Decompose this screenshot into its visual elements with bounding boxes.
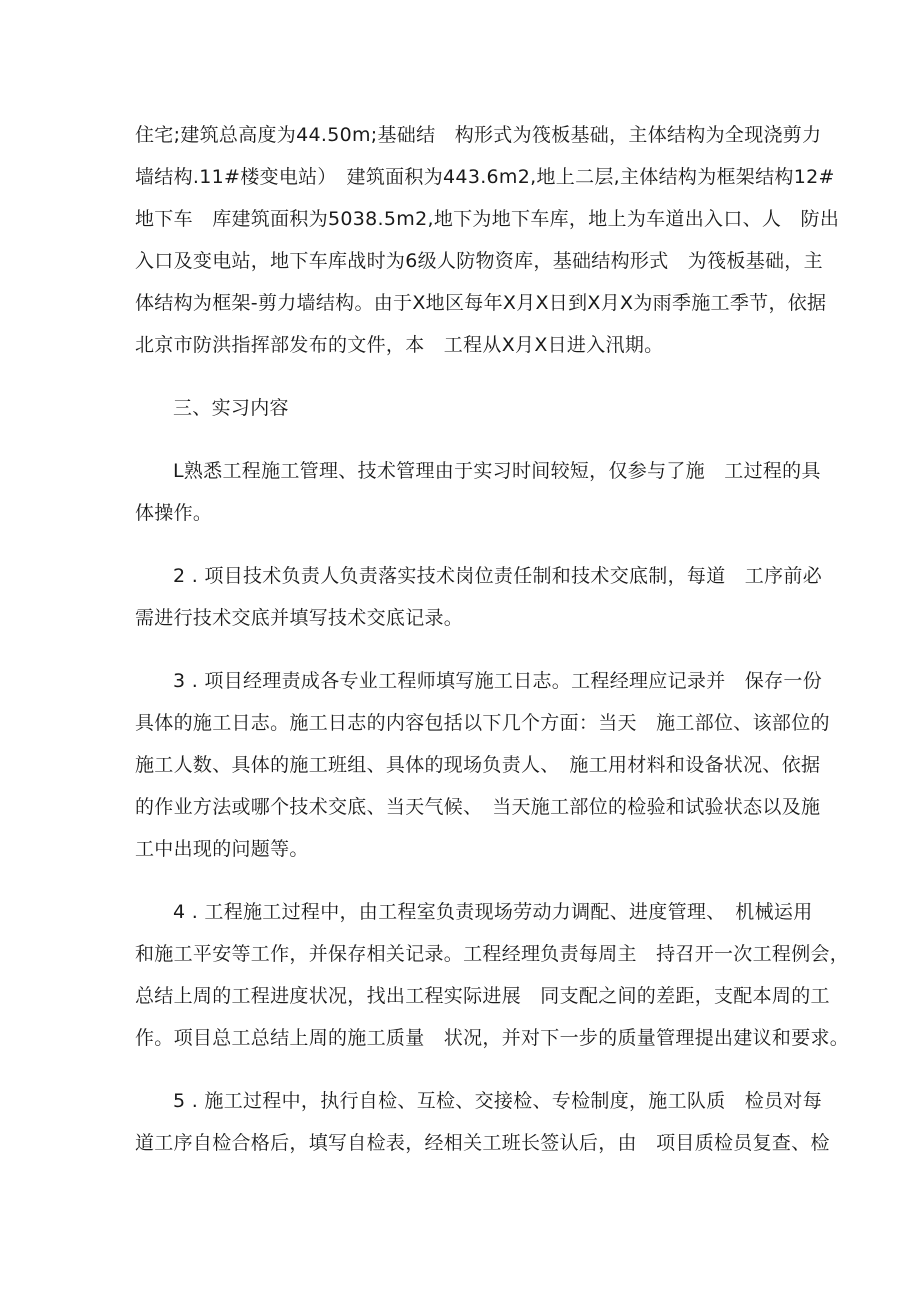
text-line: 墙结构.11#楼变电站） 建筑面积为443.6m2,地上二层,主体结构为框架结构12# xyxy=(135,166,835,188)
text-line: 总结上周的工程进度状况，找出工程实际进展 同支配之间的差距，支配本周的工 xyxy=(135,985,830,1007)
paragraph-project-overview xyxy=(135,114,840,366)
document-body xyxy=(135,114,850,1164)
paragraph-item-3 xyxy=(135,660,830,870)
text-line: 作。项目总工总结上周的施工质量 状况，并对下一步的质量管理提出建议和要求。 xyxy=(135,1027,850,1049)
paragraph-item-5 xyxy=(135,1080,830,1164)
paragraph-item-1 xyxy=(135,450,821,534)
text-line: 需进行技术交底并填写技术交底记录。 xyxy=(135,607,464,629)
text-line: 北京市防洪指挥部发布的文件，本 工程从X月X日进入汛期。 xyxy=(135,334,664,356)
text-line: L熟悉工程施工管理、技术管理由于实习时间较短，仅参与了施 工过程的具 xyxy=(173,460,821,482)
text-line: 工中出现的问题等。 xyxy=(135,838,309,860)
text-line: 住宅;建筑总高度为44.50m;基础结 构形式为筏板基础，主体结构为全现浇剪力 xyxy=(135,124,822,146)
text-line: 施工人数、具体的施工班组、具体的现场负责人、 施工用材料和设备状况、依据 xyxy=(135,754,821,776)
text-line: 体操作。 xyxy=(135,502,213,524)
text-line: 3 . 项目经理责成各专业工程师填写施工日志。工程经理应记录并 保存一份 xyxy=(173,670,823,692)
text-line: 5 . 施工过程中，执行自检、互检、交接检、专检制度，施工队质 检员对每 xyxy=(173,1090,823,1112)
text-line: 具体的施工日志。施工日志的内容包括以下几个方面：当天 施工部位、该部位的 xyxy=(135,712,830,734)
text-line: 地下车 库建筑面积为5038.5m2,地下为地下车库，地上为车道出入口、人 防出 xyxy=(135,208,840,230)
text-line: 体结构为框架-剪力墙结构。由于X地区每年X月X日到X月X为雨季施工季节，依据 xyxy=(135,292,827,314)
text-line: 道工序自检合格后，填写自检表，经相关工班长签认后，由 项目质检员复查、检 xyxy=(135,1132,830,1154)
text-line: 2 . 项目技术负责人负责落实技术岗位责任制和技术交底制，每道 工序前必 xyxy=(173,565,823,587)
text-line: 和施工平安等工作，并保存相关记录。工程经理负责每周主 持召开一次工程例会， xyxy=(135,943,850,965)
text-line: 4 . 工程施工过程中，由工程室负责现场劳动力调配、进度管理、 机械运用 xyxy=(173,901,813,923)
paragraph-item-4 xyxy=(135,891,850,1059)
text-line: 的作业方法或哪个技术交底、当天气候、 当天施工部位的检验和试验状态以及施 xyxy=(135,796,821,818)
text-line: 入口及变电站，地下车库战时为6级人防物资库，基础结构形式 为筏板基础，主 xyxy=(135,250,823,272)
paragraph-item-2 xyxy=(135,555,823,639)
section-heading: 三、实习内容 xyxy=(173,397,289,419)
